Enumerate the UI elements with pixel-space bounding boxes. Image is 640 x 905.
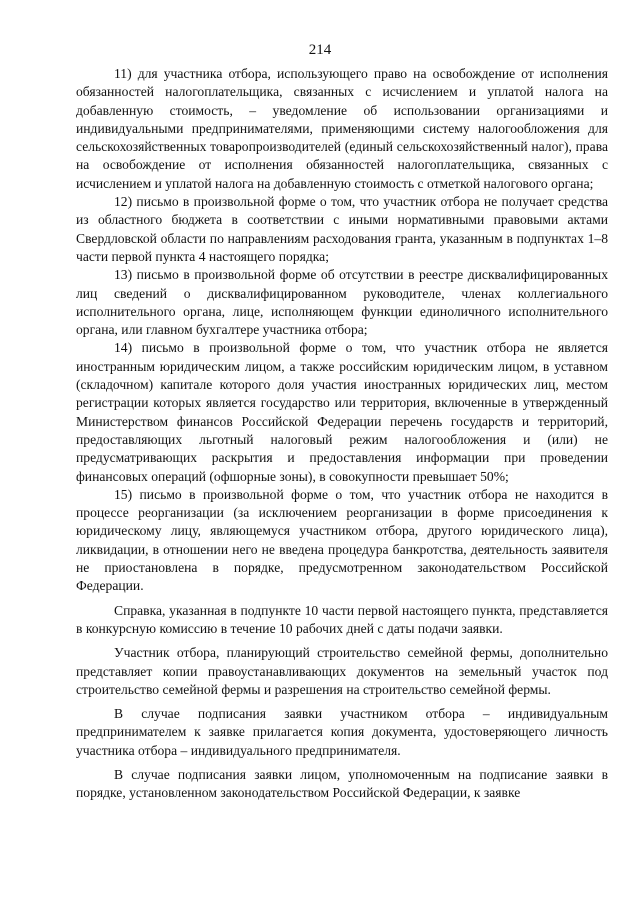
- paragraph-item-13: 13) письмо в произвольной форме об отсутствии в реестре дисквалифицированных лиц сведений о дисквалифицированном руководителе, членах коллегиального исполнительного органа, лице, исполняющем функции единоличного исполнительного органа, или главном бухгалтере участника отбора;: [76, 267, 608, 338]
- page-number: 214: [308, 42, 332, 58]
- paragraph-certificate-note: Справка, указанная в подпункте 10 части первой настоящего пункта, представляется в конкурсную комиссию в течение 10 рабочих дней с даты подачи заявки.: [76, 602, 608, 636]
- paragraph-item-12: 12) письмо в произвольной форме о том, что участник отбора не получает средства из областного бюджета в соответствии с иными нормативными правовыми актами Свердловской области по направлениям расходования гранта, указанным в подпунктах 1–8 части первой пункта 4 настоящего порядка;: [76, 194, 608, 264]
- paragraph-item-11: 11) для участника отбора, использующего право на освобождение от исполнения обязанностей налогоплательщика, связанных с исчислением и уплатой налога на добавленную стоимость, – уведомление об использовании организациями и индивидуальными предпринимателями, применяющими систему налогообложения для сельскохозяйственных товаропроизводителей (единый сельскохозяйственный налог), права на освобождение от исполнения обязанностей налогоплательщика, связанных с исчислением и уплатой налога на добавленную стоимость с отметкой налогового органа;: [76, 66, 608, 191]
- paragraph-item-15: 15) письмо в произвольной форме о том, что участник отбора не находится в процессе реорганизации (за исключением реорганизации в форме присоединения к юридическому лицу, являющемуся участником отбора, другого юридического лица), ликвидации, в отношении него не введена процедура банкротства, деятельность заявителя не приостановлена в порядке, предусмотренном законодательством Российской Федерации.: [76, 486, 608, 594]
- paragraph-authorized-signing: В случае подписания заявки лицом, уполномоченным на подписание заявки в порядке, установленном законодательством Российской Федерации, к заявке: [76, 766, 608, 801]
- paragraph-item-14: 14) письмо в произвольной форме о том, что участник отбора не является иностранным юридическим лицом, а также российским юридическим лицом, в уставном (складочном) капитале которого доля участия иностранных юридических лиц, местом регистрации которых является государство или территория, включенные в утвержденный Министерством финансов Российской Федерации перечень государств и территорий, предоставляющих льготный налоговый режим налогообложения и (или) не предусматривающих раскрытия и предоставления информации при проведении финансовых операций (офшорные зоны), в совокупности превышает 50%;: [76, 340, 608, 484]
- document-body: [76, 65, 608, 803]
- paragraph-entrepreneur-signing: В случае подписания заявки участником отбора – индивидуальным предпринимателем к заявке прилагается копия документа, удостоверяющего личность участника отбора – индивидуального предпринимателя.: [76, 706, 608, 758]
- paragraph-family-farm: Участник отбора, планирующий строительство семейной фермы, дополнительно представляет копии правоустанавливающих документов на земельный участок под строительство семейной фермы и разрешения на строительство семейной фермы.: [76, 645, 608, 697]
